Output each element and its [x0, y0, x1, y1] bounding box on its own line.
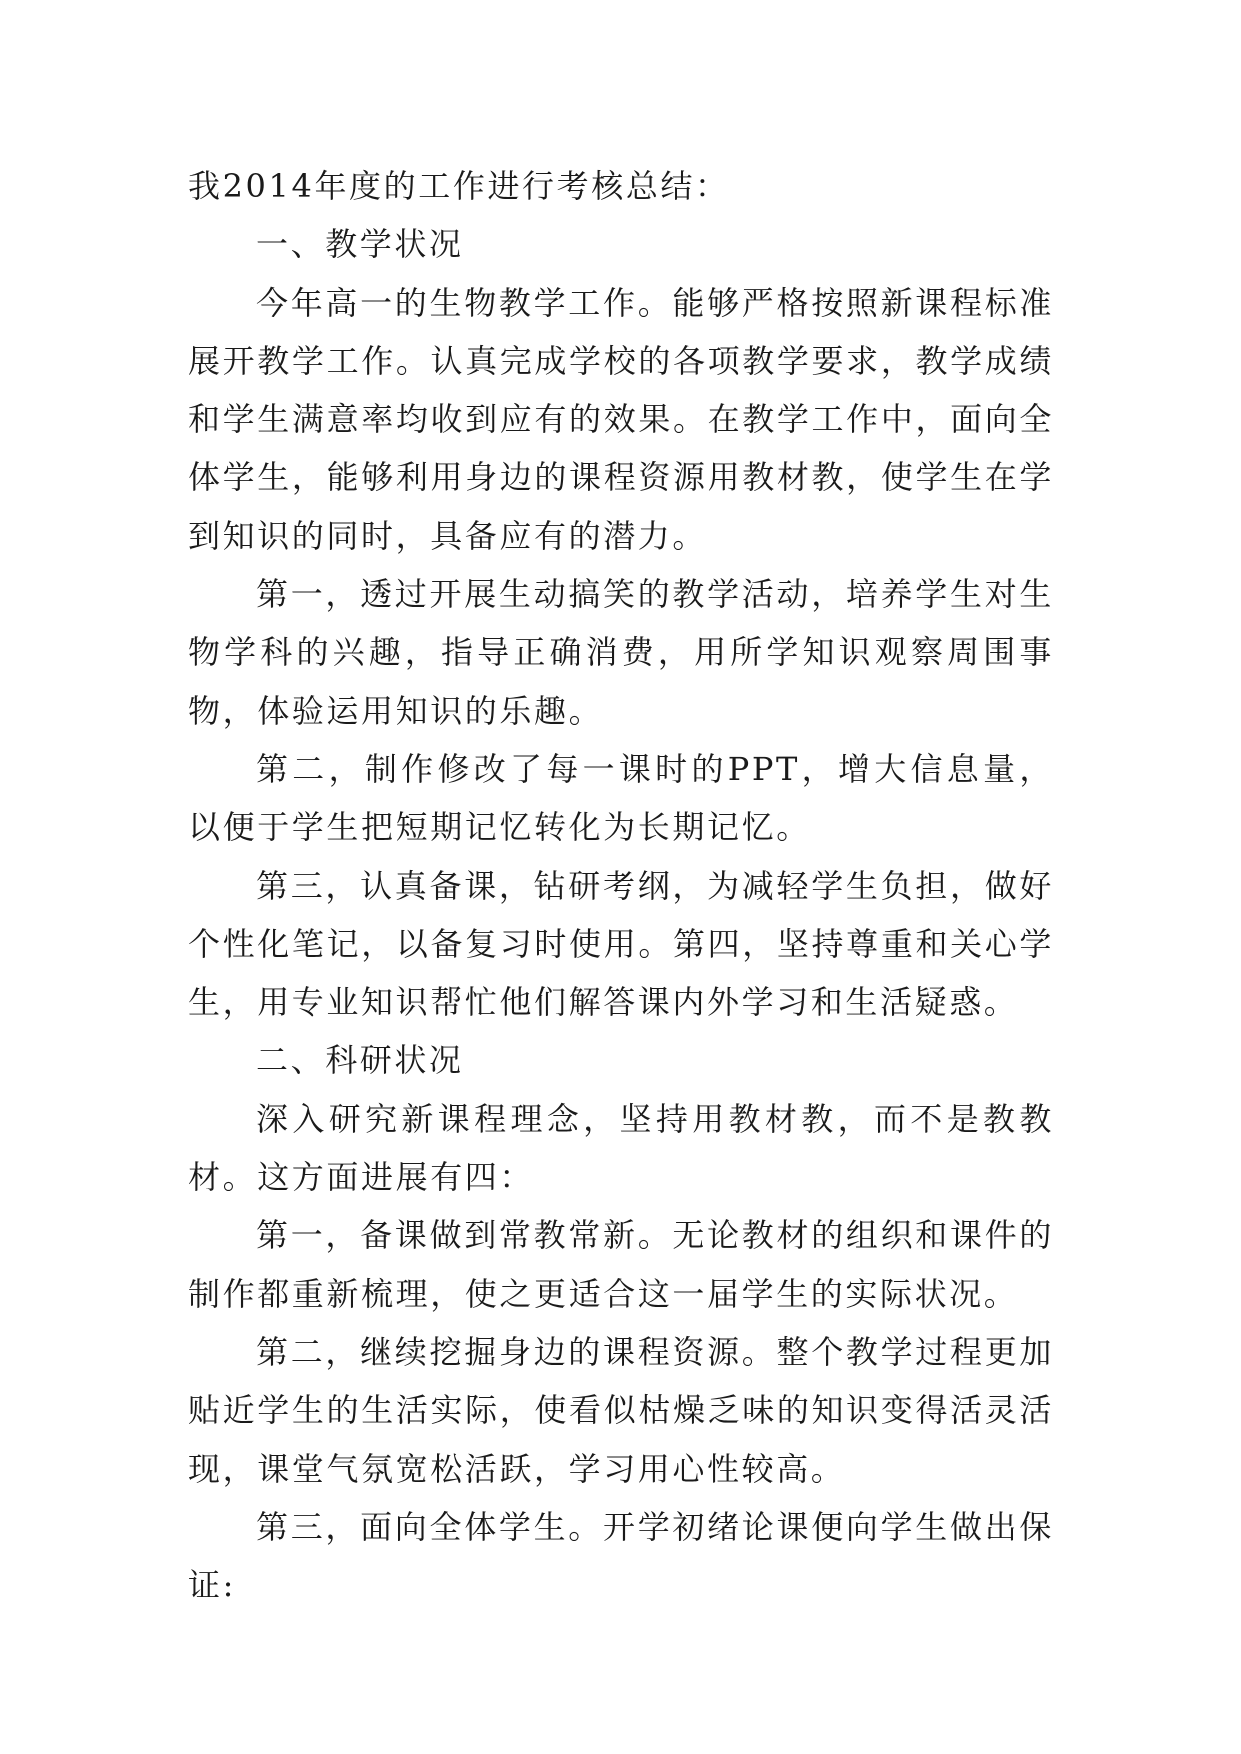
paragraph-teaching-second: 第二，制作修改了每一课时的PPT，增大信息量，以便于学生把短期记忆转化为长期记忆。 [188, 749, 1054, 847]
paragraph-research-overview: 深入研究新课程理念，坚持用教材教，而不是教教材。这方面进展有四： [188, 1099, 1054, 1197]
paragraph-research-second: 第二，继续挖掘身边的课程资源。整个教学过程更加贴近学生的生活实际，使看似枯燥乏味的知识变得活灵活现，课堂气氛宽松活跃，学习用心性较高。 [188, 1332, 1054, 1488]
paragraph-teaching-overview: 今年高一的生物教学工作。能够严格按照新课程标准展开教学工作。认真完成学校的各项教学要求，教学成绩和学生满意率均收到应有的效果。在教学工作中，面向全体学生，能够利用身边的课程资源用教材教，使学生在学到知识的同时，具备应有的潜力。 [188, 283, 1054, 555]
paragraph-teaching-third-fourth: 第三，认真备课，钻研考纲，为减轻学生负担，做好个性化笔记，以备复习时使用。第四，坚持尊重和关心学生，用专业知识帮忙他们解答课内外学习和生活疑惑。 [188, 866, 1054, 1022]
paragraph-intro: 我2014年度的工作进行考核总结： [188, 167, 730, 205]
heading-teaching-status: 一、教学状况 [256, 225, 464, 264]
document-body [188, 157, 1054, 1614]
paragraph-research-first: 第一，备课做到常教常新。无论教材的组织和课件的制作都重新梳理，使之更适合这一届学生的实际状况。 [188, 1216, 1054, 1313]
heading-research-status: 二、科研状况 [256, 1041, 464, 1080]
paragraph-research-third: 第三，面向全体学生。开学初绪论课便向学生做出保证: [188, 1507, 1054, 1605]
paragraph-teaching-first: 第一，透过开展生动搞笑的教学活动，培养学生对生物学科的兴趣，指导正确消费，用所学知识观察周围事物，体验运用知识的乐趣。 [188, 575, 1054, 730]
